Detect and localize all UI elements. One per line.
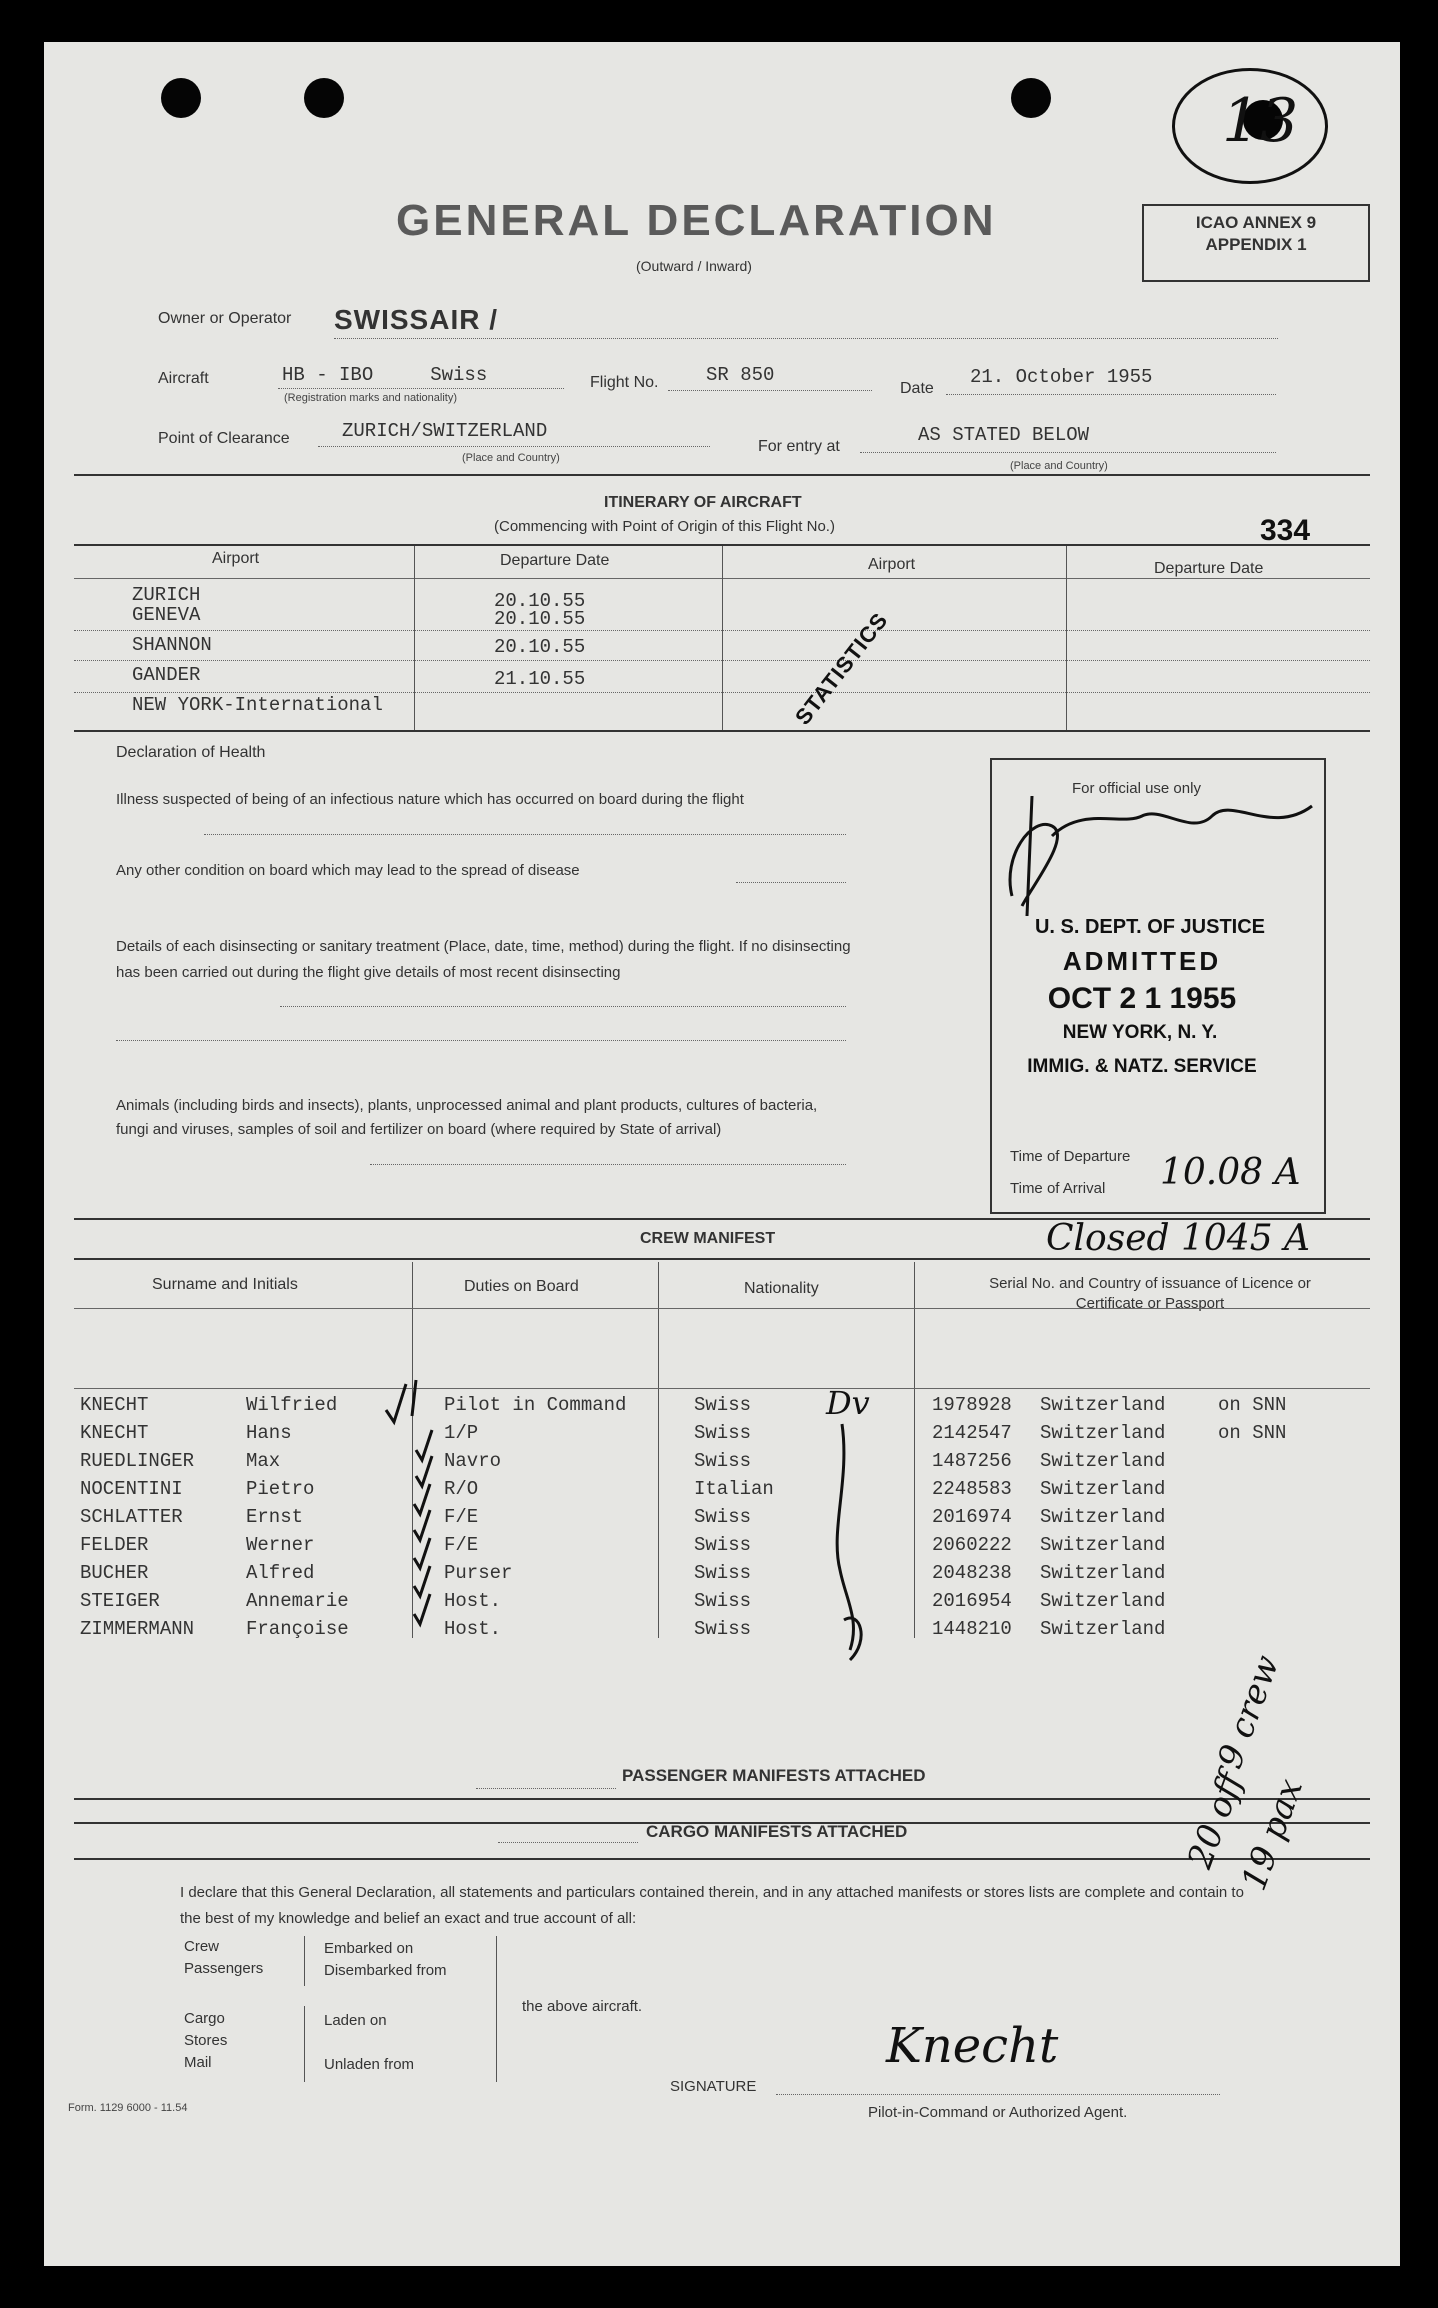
crew-surname: RUEDLINGER — [80, 1450, 195, 1472]
crew-serial: 2142547 — [932, 1422, 1012, 1444]
form-number: Form. 1129 6000 - 11.54 — [68, 2102, 188, 2114]
crew-duty: Host. — [444, 1618, 502, 1640]
crew-firstname: Françoise — [246, 1618, 349, 1640]
crew-header-serial: Serial No. and Country of issuance of Licence or Certificate or Passport — [989, 1275, 1311, 1312]
flight-label: Flight No. — [590, 374, 659, 391]
decl-divider — [496, 1936, 497, 2082]
crew-duty: Navro — [444, 1450, 502, 1472]
itin-airport: NEW YORK-International — [132, 694, 383, 716]
itin-airport: SHANNON — [132, 634, 212, 656]
statistics-stamp: STATISTICS — [790, 607, 893, 730]
date-line — [946, 394, 1276, 395]
itin-header-date-2: Departure Date — [1154, 560, 1264, 577]
crew-surname: BUCHER — [80, 1562, 149, 1584]
health-q3-line — [280, 1006, 846, 1007]
crew-header-line — [74, 1308, 1370, 1309]
crew-firstname: Max — [246, 1450, 281, 1472]
crew-country: Switzerland — [1040, 1618, 1166, 1640]
crew-surname: KNECHT — [80, 1394, 149, 1416]
clearance-value: ZURICH/SWITZERLAND — [342, 420, 548, 442]
itin-header-airport-1: Airport — [212, 550, 260, 567]
crew-extra: on SNN — [1218, 1394, 1287, 1416]
health-q1-line — [204, 834, 846, 835]
entry-note: (Place and Country) — [1010, 460, 1108, 472]
itin-date: 21.10.55 — [494, 668, 586, 690]
crew-bracket — [820, 1420, 880, 1680]
crew-nationality: Swiss — [694, 1590, 752, 1612]
aircraft-line — [278, 388, 564, 389]
crew-serial: 2016954 — [932, 1590, 1012, 1612]
crew-nationality: Swiss — [694, 1422, 752, 1444]
crew-country: Switzerland — [1040, 1590, 1166, 1612]
decl-divider — [304, 2006, 305, 2082]
clearance-line — [318, 446, 710, 447]
decl-embarked: Embarked on — [324, 1940, 414, 1957]
stamp-line2: ADMITTED — [1062, 946, 1222, 976]
crew-duty: R/O — [444, 1478, 479, 1500]
decl-crew: Crew — [184, 1938, 220, 1955]
crew-surname: NOCENTINI — [80, 1478, 183, 1500]
itin-date: 20.10.55 — [494, 590, 586, 612]
decl-stores: Stores — [184, 2032, 228, 2049]
crew-header-surname: Surname and Initials — [152, 1276, 298, 1293]
crew-nationality: Swiss — [694, 1450, 752, 1472]
crew-firstname: Wilfried — [246, 1394, 338, 1416]
stamp-line4: NEW YORK, N. Y. — [1062, 1022, 1218, 1043]
itin-col-divider — [1066, 546, 1067, 730]
entry-label: For entry at — [758, 438, 840, 455]
crew-duty: Host. — [444, 1590, 502, 1612]
crew-duty: 1/P — [444, 1422, 479, 1444]
owner-line — [334, 338, 1278, 339]
itin-date: 20.10.55 — [494, 608, 586, 630]
crew-country: Switzerland — [1040, 1562, 1166, 1584]
crew-country: Switzerland — [1040, 1506, 1166, 1528]
stamp-line1: U. S. DEPT. OF JUSTICE — [1034, 916, 1266, 938]
form-title: GENERAL DECLARATION — [396, 196, 997, 245]
itin-airport: GENEVA — [132, 604, 201, 626]
health-q4: Animals (including birds and insects), plants, unprocessed animal and plant products, cultures of bacteria, fungi and viruses, samples of soil and fertilizer on board (where required by State of arrival) — [116, 1097, 818, 1138]
closed-note: Closed 1045 A — [1046, 1218, 1311, 1259]
decl-mail: Mail — [184, 2054, 212, 2071]
crew-country: Switzerland — [1040, 1394, 1166, 1416]
crew-top-rule — [74, 1258, 1370, 1260]
decl-unladen: Unladen from — [324, 2056, 415, 2073]
punch-hole — [1011, 78, 1051, 118]
crew-country: Switzerland — [1040, 1422, 1166, 1444]
handwritten-off-count: 20 off — [1180, 1767, 1252, 1874]
crew-serial: 1487256 — [932, 1450, 1012, 1472]
dv-mark: Dv — [826, 1384, 870, 1422]
check-marks — [380, 1370, 480, 1660]
health-q3: Details of each disinsecting or sanitary treatment (Place, date, time, method) during the flight. If no disinsecting has been carried out during the flight give details of most recent disinsecting — [116, 938, 851, 981]
signature-line — [776, 2094, 1220, 2095]
crew-serial: 1978928 — [932, 1394, 1012, 1416]
crew-duty: Purser — [444, 1562, 513, 1584]
itin-row-line — [74, 630, 1370, 631]
crew-duty: F/E — [444, 1506, 479, 1528]
cargo-line — [498, 1842, 638, 1843]
crew-surname: STEIGER — [80, 1590, 160, 1612]
health-q1: Illness suspected of being of an infectious nature which has occurred on board during the flight — [116, 791, 744, 808]
crew-country: Switzerland — [1040, 1450, 1166, 1472]
itin-airport: ZURICH — [132, 584, 201, 606]
arrival-time-value: 10.08 A — [1160, 1152, 1301, 1193]
form-subtitle: (Outward / Inward) — [636, 258, 752, 274]
itinerary-subtitle: (Commencing with Point of Origin of this Flight No.) — [494, 518, 835, 535]
itinerary-number: 334 — [1260, 514, 1311, 547]
crew-surname: KNECHT — [80, 1422, 149, 1444]
itin-col-divider — [414, 546, 415, 730]
flight-value: SR 850 — [706, 364, 775, 386]
crew-duty: Pilot in Command — [444, 1394, 627, 1416]
date-value: 21. October 1955 — [970, 366, 1153, 388]
crew-nationality: Swiss — [694, 1618, 752, 1640]
crew-serial: 2048238 — [932, 1562, 1012, 1584]
crew-col-divider — [658, 1262, 659, 1638]
crew-nationality: Swiss — [694, 1562, 752, 1584]
crew-header-duties: Duties on Board — [464, 1278, 579, 1295]
crew-extra: on SNN — [1218, 1422, 1287, 1444]
health-q2-line — [736, 882, 846, 883]
crew-nationality: Swiss — [694, 1394, 752, 1416]
crew-firstname: Ernst — [246, 1506, 304, 1528]
signature-caption: Pilot-in-Command or Authorized Agent. — [868, 2104, 1128, 2121]
itinerary-bottom-rule — [74, 730, 1370, 732]
declaration-text: I declare that this General Declaration, all statements and particulars contained therein, and in any attached manifests or stores lists are complete and contain to the best of my knowledge and belief an exact and true account of all: — [180, 1884, 1244, 1927]
itin-header-date-1: Departure Date — [500, 552, 610, 569]
stamp-line3: OCT 2 1 1955 — [1047, 982, 1237, 1015]
decl-cargo: Cargo — [184, 2010, 225, 2027]
page-number: 13 — [1222, 86, 1299, 156]
owner-value: SWISSAIR / — [334, 304, 499, 335]
crew-surname: SCHLATTER — [80, 1506, 183, 1528]
aircraft-label: Aircraft — [158, 370, 209, 387]
decl-laden: Laden on — [324, 2012, 387, 2029]
icao-box — [1142, 204, 1370, 282]
crew-nationality: Swiss — [694, 1534, 752, 1556]
crew-nationality: Italian — [694, 1478, 774, 1500]
date-label: Date — [900, 380, 934, 397]
decl-disembarked: Disembarked from — [324, 1962, 447, 1979]
passenger-line — [476, 1788, 616, 1789]
crew-nationality: Swiss — [694, 1506, 752, 1528]
crew-firstname: Alfred — [246, 1562, 315, 1584]
crew-country: Switzerland — [1040, 1534, 1166, 1556]
itinerary-title: ITINERARY OF AIRCRAFT — [604, 494, 802, 511]
decl-aircraft: the above aircraft. — [522, 1998, 643, 2015]
crew-firstname: Hans — [246, 1422, 292, 1444]
health-title: Declaration of Health — [116, 744, 266, 761]
icao-line2: APPENDIX 1 — [1205, 235, 1307, 254]
clearance-label: Point of Clearance — [158, 430, 290, 447]
crew-surname: ZIMMERMANN — [80, 1618, 195, 1640]
icao-line1: ICAO ANNEX 9 — [1195, 213, 1317, 232]
crew-bottom-rule — [74, 1798, 1370, 1800]
itin-row-line — [74, 660, 1370, 661]
crew-header-line — [74, 1388, 1370, 1389]
stamp-line5: IMMIG. & NATZ. SERVICE — [1027, 1056, 1257, 1077]
entry-value: AS STATED BELOW — [918, 424, 1090, 446]
itin-row-line — [74, 692, 1370, 693]
arrival-time-label: Time of Arrival — [1010, 1180, 1106, 1197]
cargo-rule — [74, 1858, 1370, 1860]
pilot-signature: Knecht — [886, 2018, 1059, 2074]
passenger-manifests: PASSENGER MANIFESTS ATTACHED — [622, 1766, 926, 1785]
crew-col-divider — [914, 1262, 915, 1638]
crew-serial: 2016974 — [932, 1506, 1012, 1528]
crew-serial: 2060222 — [932, 1534, 1012, 1556]
entry-line — [860, 452, 1276, 453]
crew-duty: F/E — [444, 1534, 479, 1556]
official-signature — [992, 776, 1322, 926]
health-q3-line2 — [116, 1040, 846, 1041]
cargo-manifests: CARGO MANIFESTS ATTACHED — [646, 1822, 908, 1841]
handwritten-pax-count: 19 pax — [1234, 1773, 1312, 1896]
crew-country: Switzerland — [1040, 1478, 1166, 1500]
health-q2: Any other condition on board which may lead to the spread of disease — [116, 862, 580, 879]
signature-label: SIGNATURE — [670, 2078, 757, 2095]
aircraft-value: HB - IBO Swiss — [282, 364, 488, 386]
itin-header-airport-2: Airport — [868, 556, 916, 573]
owner-label: Owner or Operator — [158, 310, 292, 327]
crew-firstname: Annemarie — [246, 1590, 349, 1612]
official-use-label: For official use only — [1072, 780, 1201, 797]
crew-serial: 2248583 — [932, 1478, 1012, 1500]
decl-passengers: Passengers — [184, 1960, 264, 1977]
itin-airport: GANDER — [132, 664, 201, 686]
itin-col-divider — [722, 546, 723, 730]
section-divider — [74, 1218, 1370, 1220]
crew-firstname: Werner — [246, 1534, 315, 1556]
health-q4-line — [370, 1164, 846, 1165]
handwritten-crew-count: 9 crew — [1210, 1650, 1288, 1774]
departure-time-label: Time of Departure — [1010, 1148, 1131, 1165]
flight-line — [668, 390, 872, 391]
section-divider — [74, 474, 1370, 476]
crew-serial: 1448210 — [932, 1618, 1012, 1640]
crew-title: CREW MANIFEST — [640, 1230, 776, 1247]
decl-divider — [304, 1936, 305, 1986]
clearance-note: (Place and Country) — [462, 452, 560, 464]
aircraft-note: (Registration marks and nationality) — [284, 392, 458, 404]
crew-surname: FELDER — [80, 1534, 149, 1556]
crew-header-nationality: Nationality — [744, 1280, 819, 1297]
crew-firstname: Pietro — [246, 1478, 315, 1500]
punch-hole — [304, 78, 344, 118]
itin-date: 20.10.55 — [494, 636, 586, 658]
punch-hole — [161, 78, 201, 118]
